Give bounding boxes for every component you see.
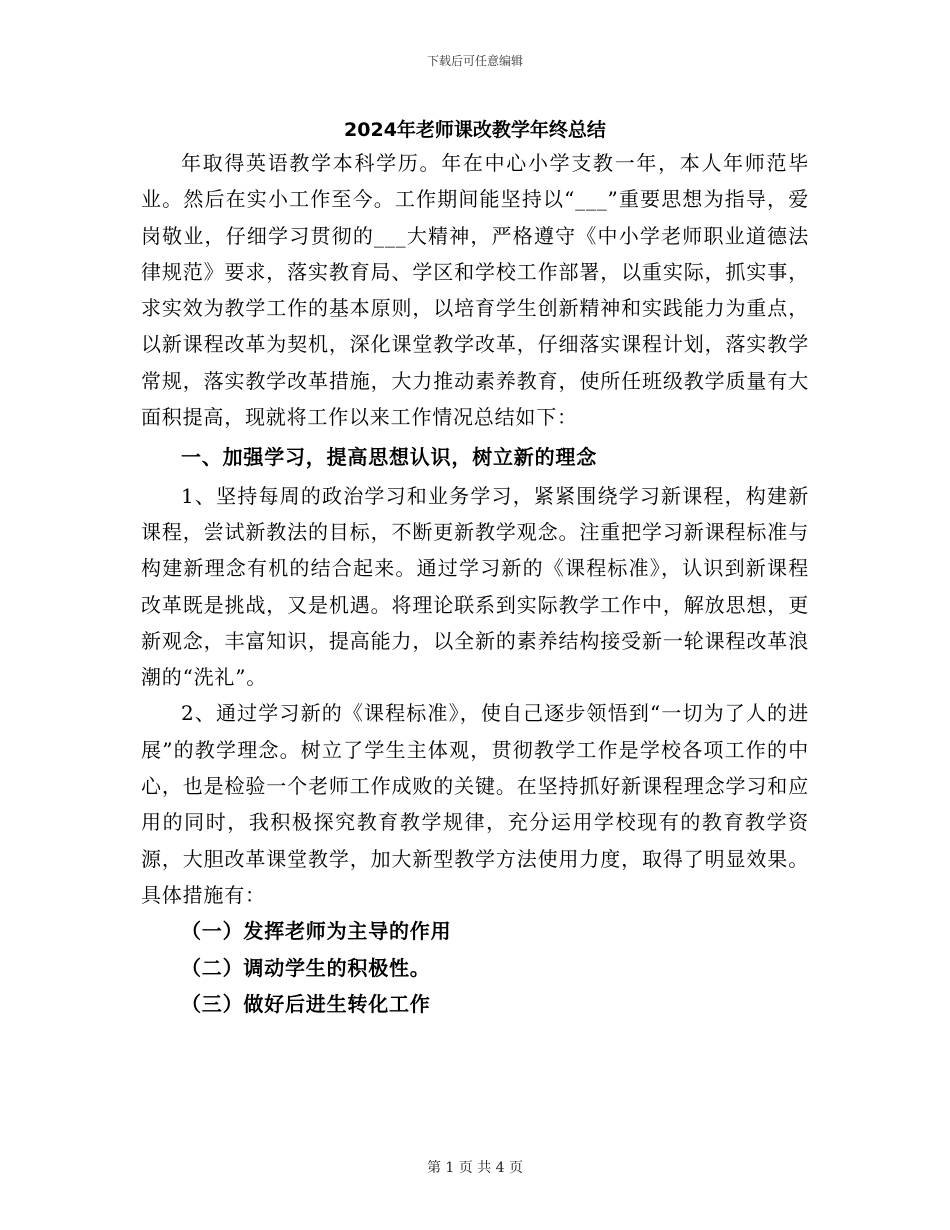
document-body: [141, 145, 809, 1022]
subheading-3: （三）做好后进生转化工作: [181, 991, 431, 1016]
page-header-note: 下载后可任意编辑: [426, 54, 523, 68]
paragraph-1: 1、坚持每周的政治学习和业务学习，紧紧围绕学习新课程，构建新课程，尝试新教法的目标，不断更新教学观念。注重把学习新课程标准与构建新理念有机的结合起来。通过学习新的《课程标准》，认识到新课程改革既是挑战，又是机遇。将理论联系到实际教学工作中，解放思想，更新观念，丰富知识，提高能力，以全新的素养结构接受新一轮课程改革浪潮的“洗礼”。: [141, 483, 809, 690]
page-number-footer: 第 1 页 共 4 页: [426, 1160, 524, 1176]
subheading-2: （二）调动学生的积极性。: [181, 955, 431, 980]
paragraph-2: 2、通过学习新的《课程标准》，使自己逐步领悟到“一切为了人的进展”的教学理念。树立了学生主体观，贯彻教学工作是学校各项工作的中心，也是检验一个老师工作成败的关键。在坚持抓好新课程理念学习和应用的同时，我积极探究教育教学规律，充分运用学校现有的教育教学资源，大胆改革课堂教学，加大新型教学方法使用力度，取得了明显效果。具体措施有：: [141, 701, 809, 907]
subheading-1: （一）发挥老师为主导的作用: [181, 919, 452, 944]
intro-paragraph: 年取得英语教学本科学历。年在中心小学支教一年，本人年师范毕业。然后在实小工作至今。工作期间能坚持以“___”重要思想为指导，爱岗敬业，仔细学习贯彻的___大精神，严格遵守《中小学老师职业道德法律规范》要求，落实教育局、学区和学校工作部署，以重实际，抓实事，求实效为教学工作的基本原则，以培育学生创新精神和实践能力为重点，以新课程改革为契机，深化课堂教学改革，仔细落实课程计划，落实教学常规，落实教学改革措施，大力推动素养教育，使所任班级教学质量有大面积提高，现就将工作以来工作情况总结如下：: [141, 151, 809, 430]
document-title: 2024年老师课改教学年终总结: [344, 119, 606, 141]
section-heading-1: 一、加强学习，提高思想认识，树立新的理念: [181, 445, 597, 470]
